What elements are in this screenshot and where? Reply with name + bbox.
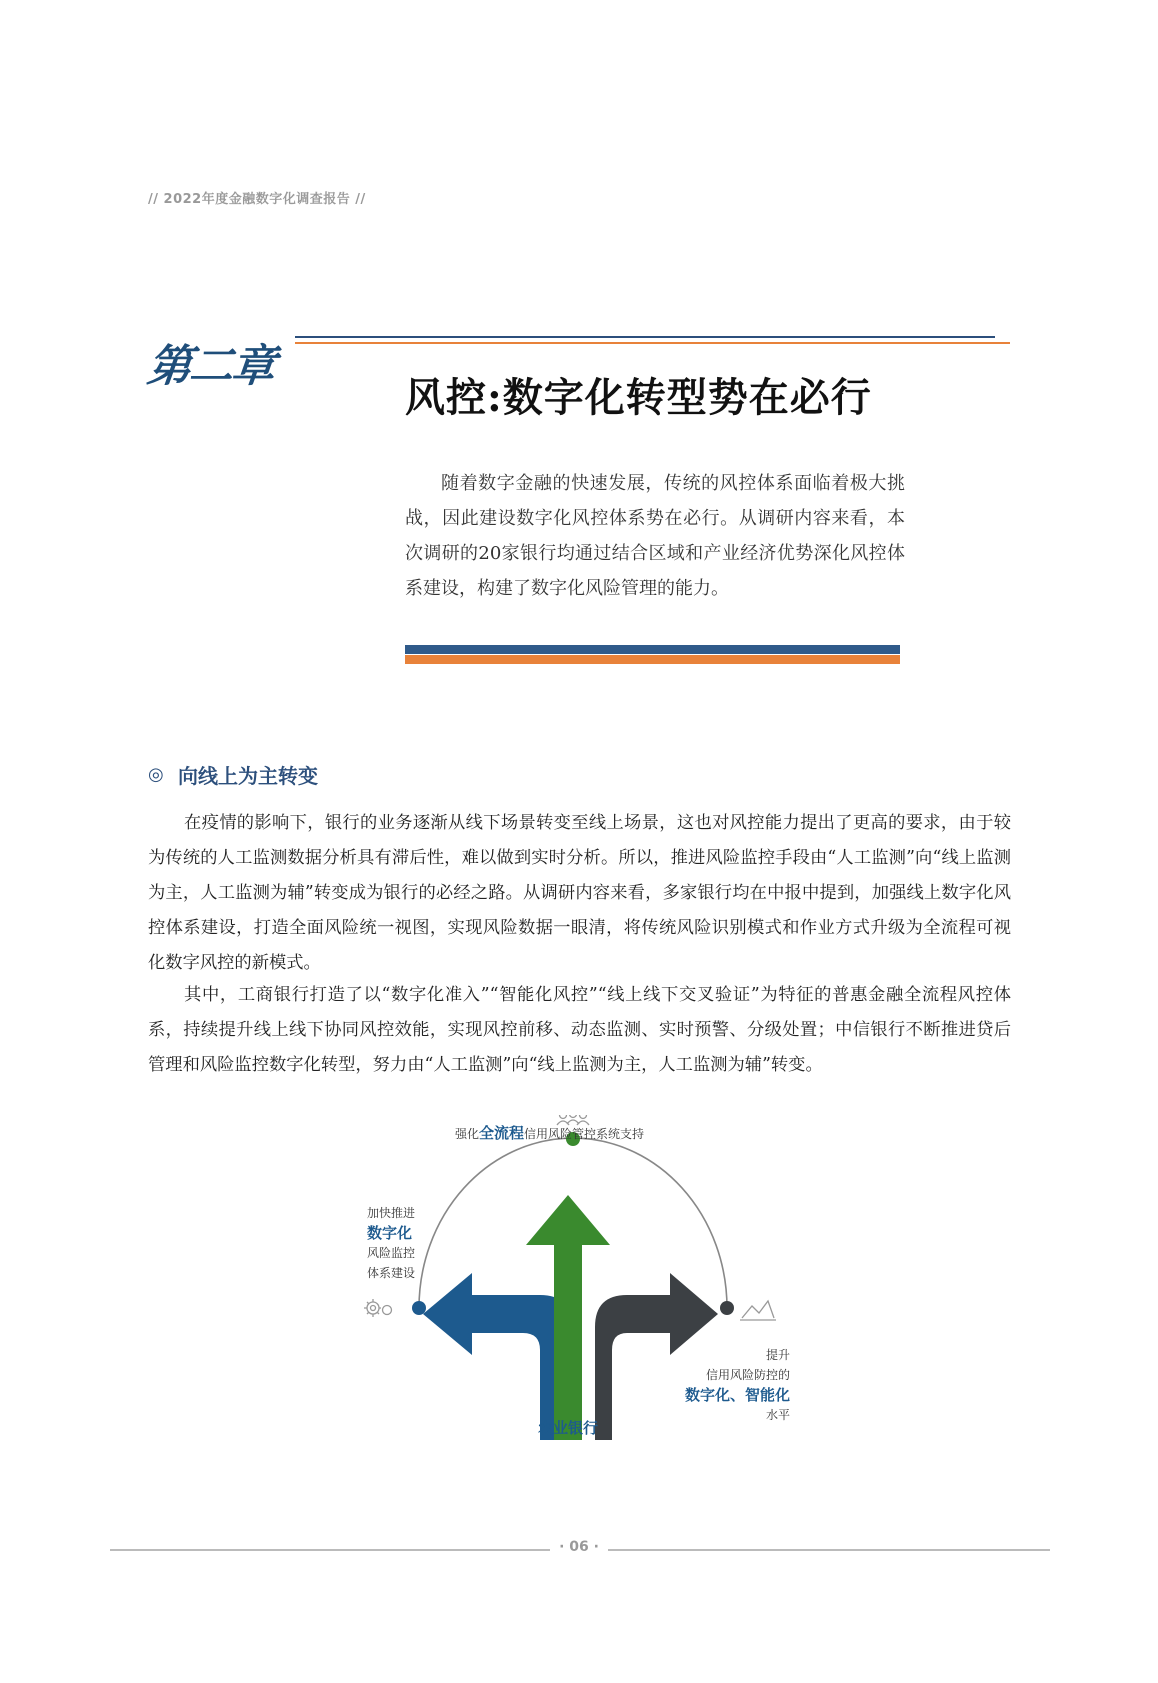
running-header: // 2022年度金融数字化调查报告 // <box>148 192 366 207</box>
page-number: · 06 · <box>559 1539 599 1555</box>
title-rule-orange <box>295 342 1010 344</box>
left-arrow <box>423 1273 572 1440</box>
gear-icon <box>364 1299 392 1317</box>
left-caption: 加快推进 数字化 风险监控 体系建设 <box>367 1206 416 1280</box>
chapter-intro: 随着数字金融的快速发展，传统的风控体系面临着极大挑战，因此建设数字化风控体系势在必行。从调研内容来看，本次调研的20家银行均通过结合区域和产业经济优势深化风控体系建设，构建了数字化风险管理的能力。 <box>405 473 905 599</box>
intro-bar-orange <box>405 655 900 664</box>
intro-bar-blue <box>405 645 900 654</box>
right-caption: 提升 信用风险防控的 数字化、智能化 水平 <box>684 1348 790 1422</box>
body-paragraph-2: 其中，工商银行打造了以“数字化准入”“智能化风控”“线上线下交叉验证”为特征的普惠金融全流程风控体系，持续提升线上线下协同风控效能，实现风控前移、动态监测、实时预警、分级处置；中信银行不断推进贷后管理和风险监控数字化转型，努力由“人工监测”向“线上监测为主，人工监测为辅”转变。 <box>148 985 1011 1075</box>
footer-rule-right <box>608 1549 1050 1551</box>
bottom-label: 农业银行 <box>537 1419 599 1437</box>
footer-rule-left <box>110 1549 550 1551</box>
title-rule-blue <box>295 336 995 338</box>
section-title: 向线上为主转变 <box>178 764 318 788</box>
chapter-label: 第二章 <box>144 341 277 392</box>
node-right <box>720 1301 734 1315</box>
trend-chart-icon <box>740 1301 776 1320</box>
node-left <box>412 1301 426 1315</box>
chapter-title: 风控:数字化转型势在必行 <box>405 374 872 421</box>
body-paragraph-1: 在疫情的影响下，银行的业务逐渐从线下场景转变至线上场景，这也对风控能力提出了更高的要求，由于较为传统的人工监测数据分析具有滞后性，难以做到实时分析。所以，推进风险监控手段由“人工监测”向“线上监测为主，人工监测为辅”转变成为银行的必经之路。从调研内容来看，多家银行均在中报中提到，加强线上数字化风控体系建设，打造全面风险统一视图，实现风险数据一眼清，将传统风险识别模式和作业方式升级为全流程可视化数字风控的新模式。 <box>148 813 1011 973</box>
section-bullet-icon: ◎ <box>148 764 164 785</box>
top-caption: 强化全流程信用风险管控系统支持 <box>455 1124 645 1142</box>
